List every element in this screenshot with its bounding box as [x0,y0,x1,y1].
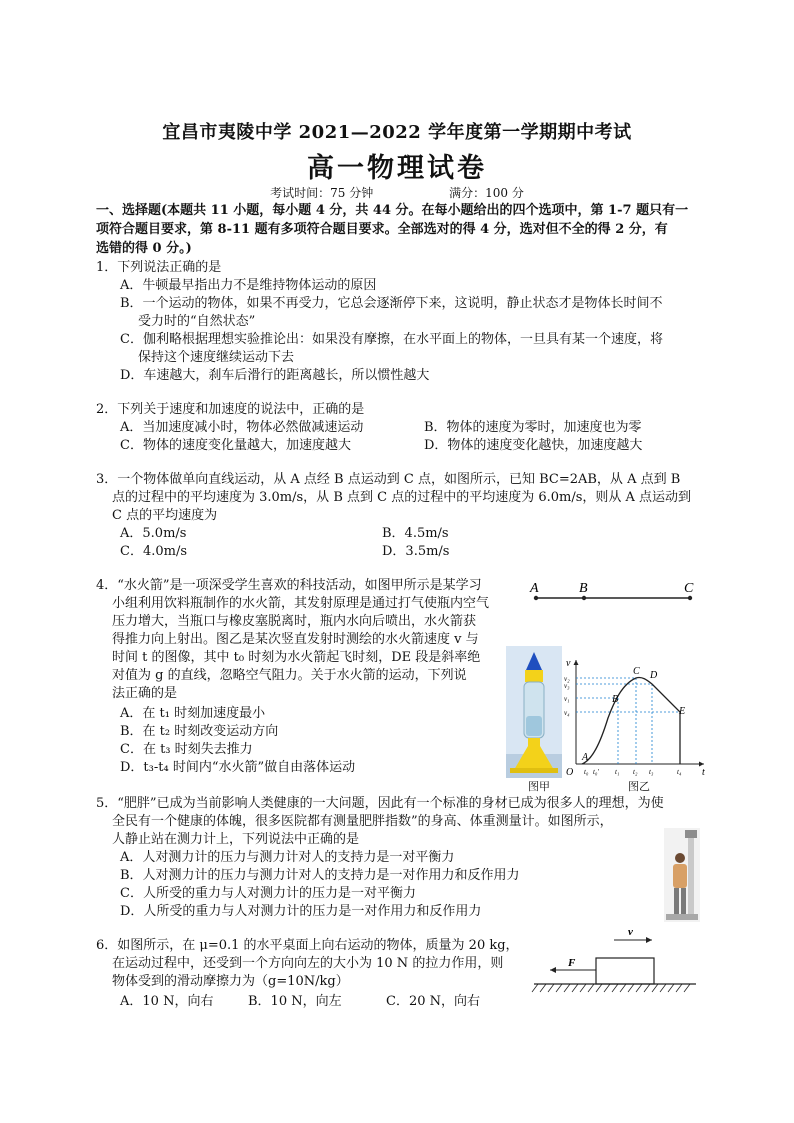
exam-school-title: 宜昌市夷陵中学 2021—2022 学年度第一学期期中考试 [162,122,632,143]
q2-option-a: A．当加速度减小时，物体必然做减速运动 [120,420,364,435]
q6-option-a: A．10 N，向右 [120,994,214,1009]
graph-t2-label: t₂ [633,768,638,776]
exam-subject-title: 高一物理试卷 [307,153,487,184]
graph-v3-label: v₃ [564,682,570,690]
q3-stem-line1: 3．一个物体做单向直线运动，从 A 点经 B 点运动到 C 点，如图所示，已知 BC=2AB，从 A 点到 B [96,472,681,487]
graph-t3-label: t₃ [649,768,654,776]
exam-score: 满分：100 分 [449,186,524,200]
graph-v1-label: v₁ [564,695,570,703]
q4-option-c: C．在 t₃ 时刻失去推力 [120,742,253,757]
q6-force-label: F [568,957,576,969]
q6-velocity-label: v [628,926,633,938]
q3-point-a-label: A [530,581,539,596]
q6-stem-line3: 物体受到的滑动摩擦力为（g=10N/kg） [112,974,349,989]
graph-t4-label: t₄ [677,768,682,776]
q3-option-a: A．5.0m/s [120,526,187,541]
graph-point-e-label: E [679,706,686,717]
water-rocket-photo [506,646,562,778]
q4-stem-line1: 4．“水火箭”是一项深受学生喜欢的科技活动，如图甲所示是某学习 [96,578,482,593]
q1-option-c: C．伽利略根据理想实验推论出：如果没有摩擦，在水平面上的物体，一旦具有某一个速度，将 [120,332,663,347]
graph-point-d-label: D [650,670,658,681]
q1-option-c-cont: 保持这个速度继续运动下去 [138,350,295,365]
q5-option-a: A．人对测力计的压力与测力计对人的支持力是一对平衡力 [120,850,455,865]
graph-v-axis-label: v [566,658,571,669]
exam-info [0,184,794,201]
q3-stem-line3: C 点的平均速度为 [112,508,218,523]
graph-point-b-label: B [612,694,619,705]
q5-option-c: C．人所受的重力与人对测力计的压力是一对平衡力 [120,886,416,901]
q5-stem-line3: 人静止站在测力计上，下列说法中正确的是 [112,832,360,847]
q3-option-d: D．3.5m/s [382,544,450,559]
graph-v4-label: v₄ [564,709,570,717]
q6-option-b: B．10 N，向左 [248,994,342,1009]
q1-stem: 1．下列说法正确的是 [96,260,222,275]
graph-v2-label: v₂ [564,675,570,683]
q2-option-b: B．物体的速度为零时，加速度也为零 [424,420,642,435]
graph-point-c-label: C [633,666,640,677]
q6-stem-line1: 6．如图所示，在 μ=0.1 的水平桌面上向右运动的物体，质量为 20 kg， [96,938,519,953]
q2-stem: 2．下列关于速度和加速度的说法中，正确的是 [96,402,365,417]
graph-origin-label: O [566,767,574,776]
q4-option-b: B．在 t₂ 时刻改变运动方向 [120,724,279,739]
q4-stem-line6: 对值为 g 的直线，忽略空气阻力。关于水火箭的运动，下列说 [112,668,467,683]
exam-time: 考试时间：75 分钟 [270,186,374,200]
section-instructions-line3: 选错的得 0 分。) [96,241,192,256]
section-instructions-line1: 一、选择题(本题共 11 小题，每小题 4 分，共 44 分。在每小题给出的四个选项中，第 1-7 题只有一 [96,203,689,218]
q4-stem-line7: 法正确的是 [112,686,178,701]
q2-option-c: C．物体的速度变化量越大，加速度越大 [120,438,351,453]
q4-option-d: D．t₃-t₄ 时间内“水火箭”做自由落体运动 [120,760,356,775]
q5-option-b: B．人对测力计的压力与测力计对人的支持力是一对作用力和反作用力 [120,868,520,883]
graph-t1-label: t₁ [615,768,620,776]
figure-yi-caption: 图乙 [628,780,650,793]
q3-abc-figure [524,580,704,606]
q6-stem-line2: 在运动过程中，还受到一个方向向左的大小为 10 N 的拉力作用，则 [112,956,504,971]
q2-option-d: D．物体的速度变化越快，加速度越大 [424,438,643,453]
q3-stem-line2: 点的过程中的平均速度为 3.0m/s，从 B 点到 C 点的过程中的平均速度为 6.0m/s，则从 A 点运动到 [112,490,692,505]
q3-option-b: B．4.5m/s [382,526,449,541]
q4-option-a: A．在 t₁ 时刻加速度最小 [120,706,266,721]
q3-point-c-label: C [684,581,694,596]
q5-stem-line1: 5．“肥胖”已成为当前影响人类健康的一大问题，因此有一个标准的身材已成为很多人的理想，为使 [96,796,664,811]
section-instructions-line2: 项符合题目要求，第 8-11 题有多项符合题目要求。全部选对的得 4 分，选对但不全的得 2 分，有 [96,222,668,237]
q3-option-c: C．4.0m/s [120,544,187,559]
q6-option-c: C．20 N，向右 [386,994,480,1009]
q4-vt-graph [562,654,712,776]
q6-block-figure [530,924,700,996]
q4-stem-line2: 小组利用饮料瓶制作的水火箭，其发射原理是通过打气使瓶内空气 [112,596,490,611]
q4-stem-line5: 时间 t 的图像，其中 t₀ 时刻为水火箭起飞时刻，DE 段是斜率绝 [112,650,481,665]
graph-t-axis-label: t [702,767,705,776]
q5-stem-line2: 全民有一个健康的体魄，很多医院都有测量肥胖指数”的身高、体重测量计。如图所示， [112,814,613,829]
q1-option-d: D．车速越大，刹车后滑行的距离越长，所以惯性越大 [120,368,430,383]
graph-t0-label: t₀ [584,768,589,776]
q1-option-b-cont: 受力时的“自然状态” [138,314,256,329]
graph-point-a-label: A [582,752,589,763]
q3-point-b-label: B [579,581,588,596]
q1-option-a: A．牛顿最早指出力不是维持物体运动的原因 [120,278,377,293]
q4-stem-line3: 压力增大，当瓶口与橡皮塞脱离时，瓶内水向后喷出，水火箭获 [112,614,477,629]
q4-stem-line4: 得推力向上射出。图乙是某次竖直发射时测绘的水火箭速度 v 与 [112,632,479,647]
graph-t0prime-label: t₀' [593,768,599,776]
q5-option-d: D．人所受的重力与人对测力计的压力是一对作用力和反作用力 [120,904,482,919]
q1-option-b: B．一个运动的物体，如果不再受力，它总会逐渐停下来，这说明，静止状态才是物体长时间不 [120,296,663,311]
height-weight-scale-photo [664,828,700,922]
figure-jia-caption: 图甲 [528,780,550,793]
